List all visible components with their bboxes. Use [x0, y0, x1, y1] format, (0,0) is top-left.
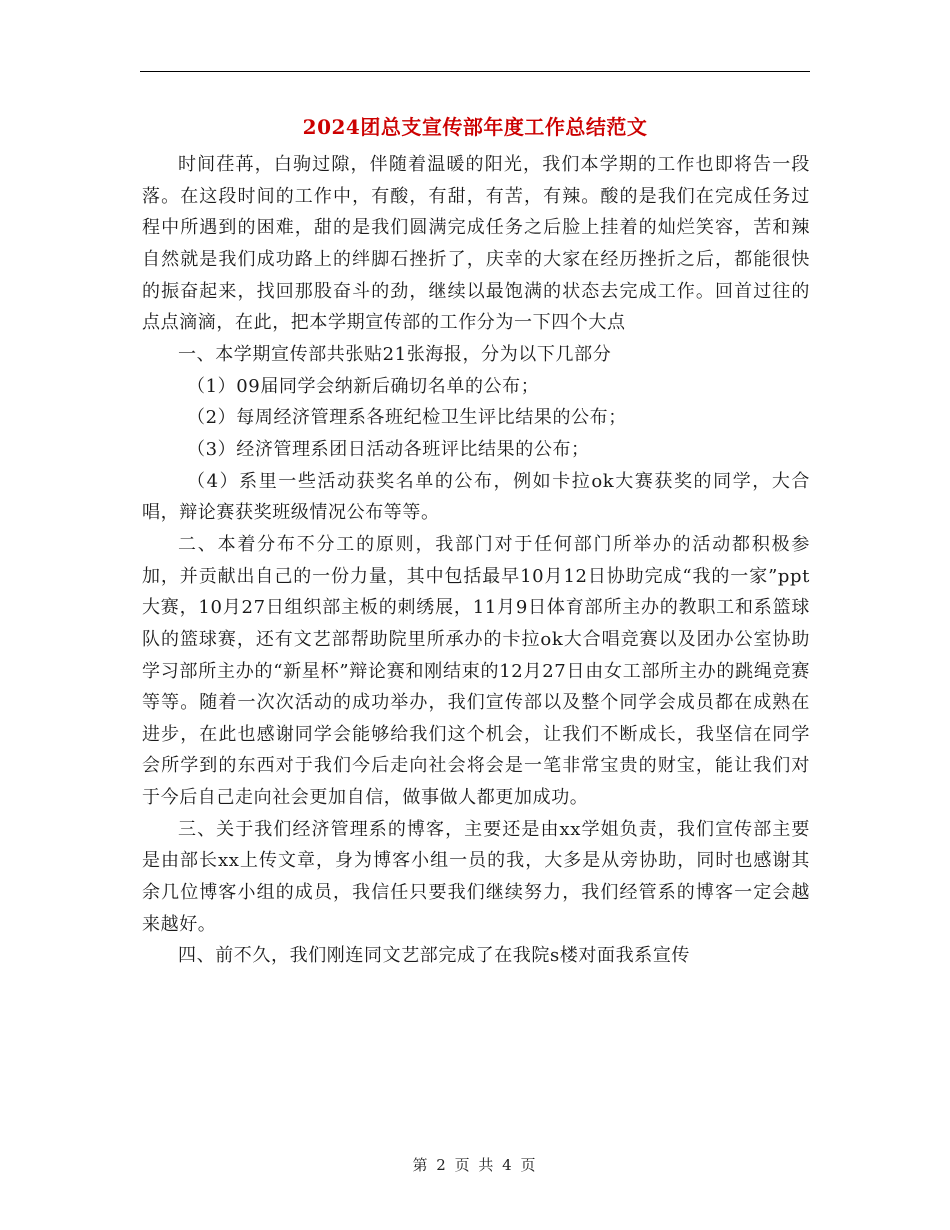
- list-item-2: （2）每周经济管理系各班纪检卫生评比结果的公布；: [187, 407, 627, 429]
- list-item-1: （1）09届同学会纳新后确切名单的公布；: [187, 375, 540, 397]
- document-body: [142, 149, 810, 972]
- list-item-4: （4）系里一些活动获奖名单的公布，例如卡拉ok大赛获奖的同学，大合唱，辩论赛获奖班级情况公布等等。: [142, 470, 810, 524]
- paragraph-section-4: 四、前不久，我们刚连同文艺部完成了在我院s楼对面我系宣传: [178, 945, 691, 967]
- paragraph-section-1: 一、本学期宣传部共张贴21张海报，分为以下几部分: [178, 343, 612, 365]
- list-item-3: （3）经济管理系团日活动各班评比结果的公布；: [187, 438, 590, 460]
- document-title: 2024团总支宣传部年度工作总结范文: [302, 115, 648, 139]
- paragraph-intro: 时间荏苒，白驹过隙，伴随着温暖的阳光，我们本学期的工作也即将告一段落。在这段时间的工作中，有酸，有甜，有苦，有辣。酸的是我们在完成任务过程中所遇到的困难，甜的是我们圆满完成任务之后脸上挂着的灿烂笑容，苦和辣自然就是我们成功路上的绊脚石挫折了，庆幸的大家在经历挫折之后，都能很快的振奋起来，找回那股奋斗的劲，继续以最饱满的状态去完成工作。回首过往的点点滴滴，在此，把本学期宣传部的工作分为一下四个大点: [142, 154, 810, 334]
- paragraph-section-2: 二、本着分布不分工的原则，我部门对于任何部门所举办的活动都积极参加，并贡献出自己的一份力量，其中包括最早10月12日协助完成“我的一家”ppt大赛，10月27日组织部主板的刺绣展，11月9日体育部所主办的教职工和系篮球队的篮球赛，还有文艺部帮助院里所承办的卡拉ok大合唱竞赛以及团办公室协助学习部所主办的“新星杯”辩论赛和刚结束的12月27日由女工部所主办的跳绳竞赛等等。随着一次次活动的成功举办，我们宣传部以及整个同学会成员都在成熟在进步，在此也感谢同学会能够给我们这个机会，让我们不断成长，我坚信在同学会所学到的东西对于我们今后走向社会将会是一笔非常宝贵的财宝，能让我们对于今后自己走向社会更加自信，做事做人都更加成功。: [142, 533, 810, 809]
- paragraph-section-3: 三、关于我们经济管理系的博客，主要还是由xx学姐负责，我们宣传部主要是由部长xx上传文章，身为博客小组一员的我，大多是从旁协助，同时也感谢其余几位博客小组的成员，我信任只要我们继续努力，我们经管系的博客一定会越来越好。: [142, 818, 810, 935]
- page-number: 第 2 页 共 4 页: [412, 1156, 538, 1174]
- header-rule: [140, 71, 810, 72]
